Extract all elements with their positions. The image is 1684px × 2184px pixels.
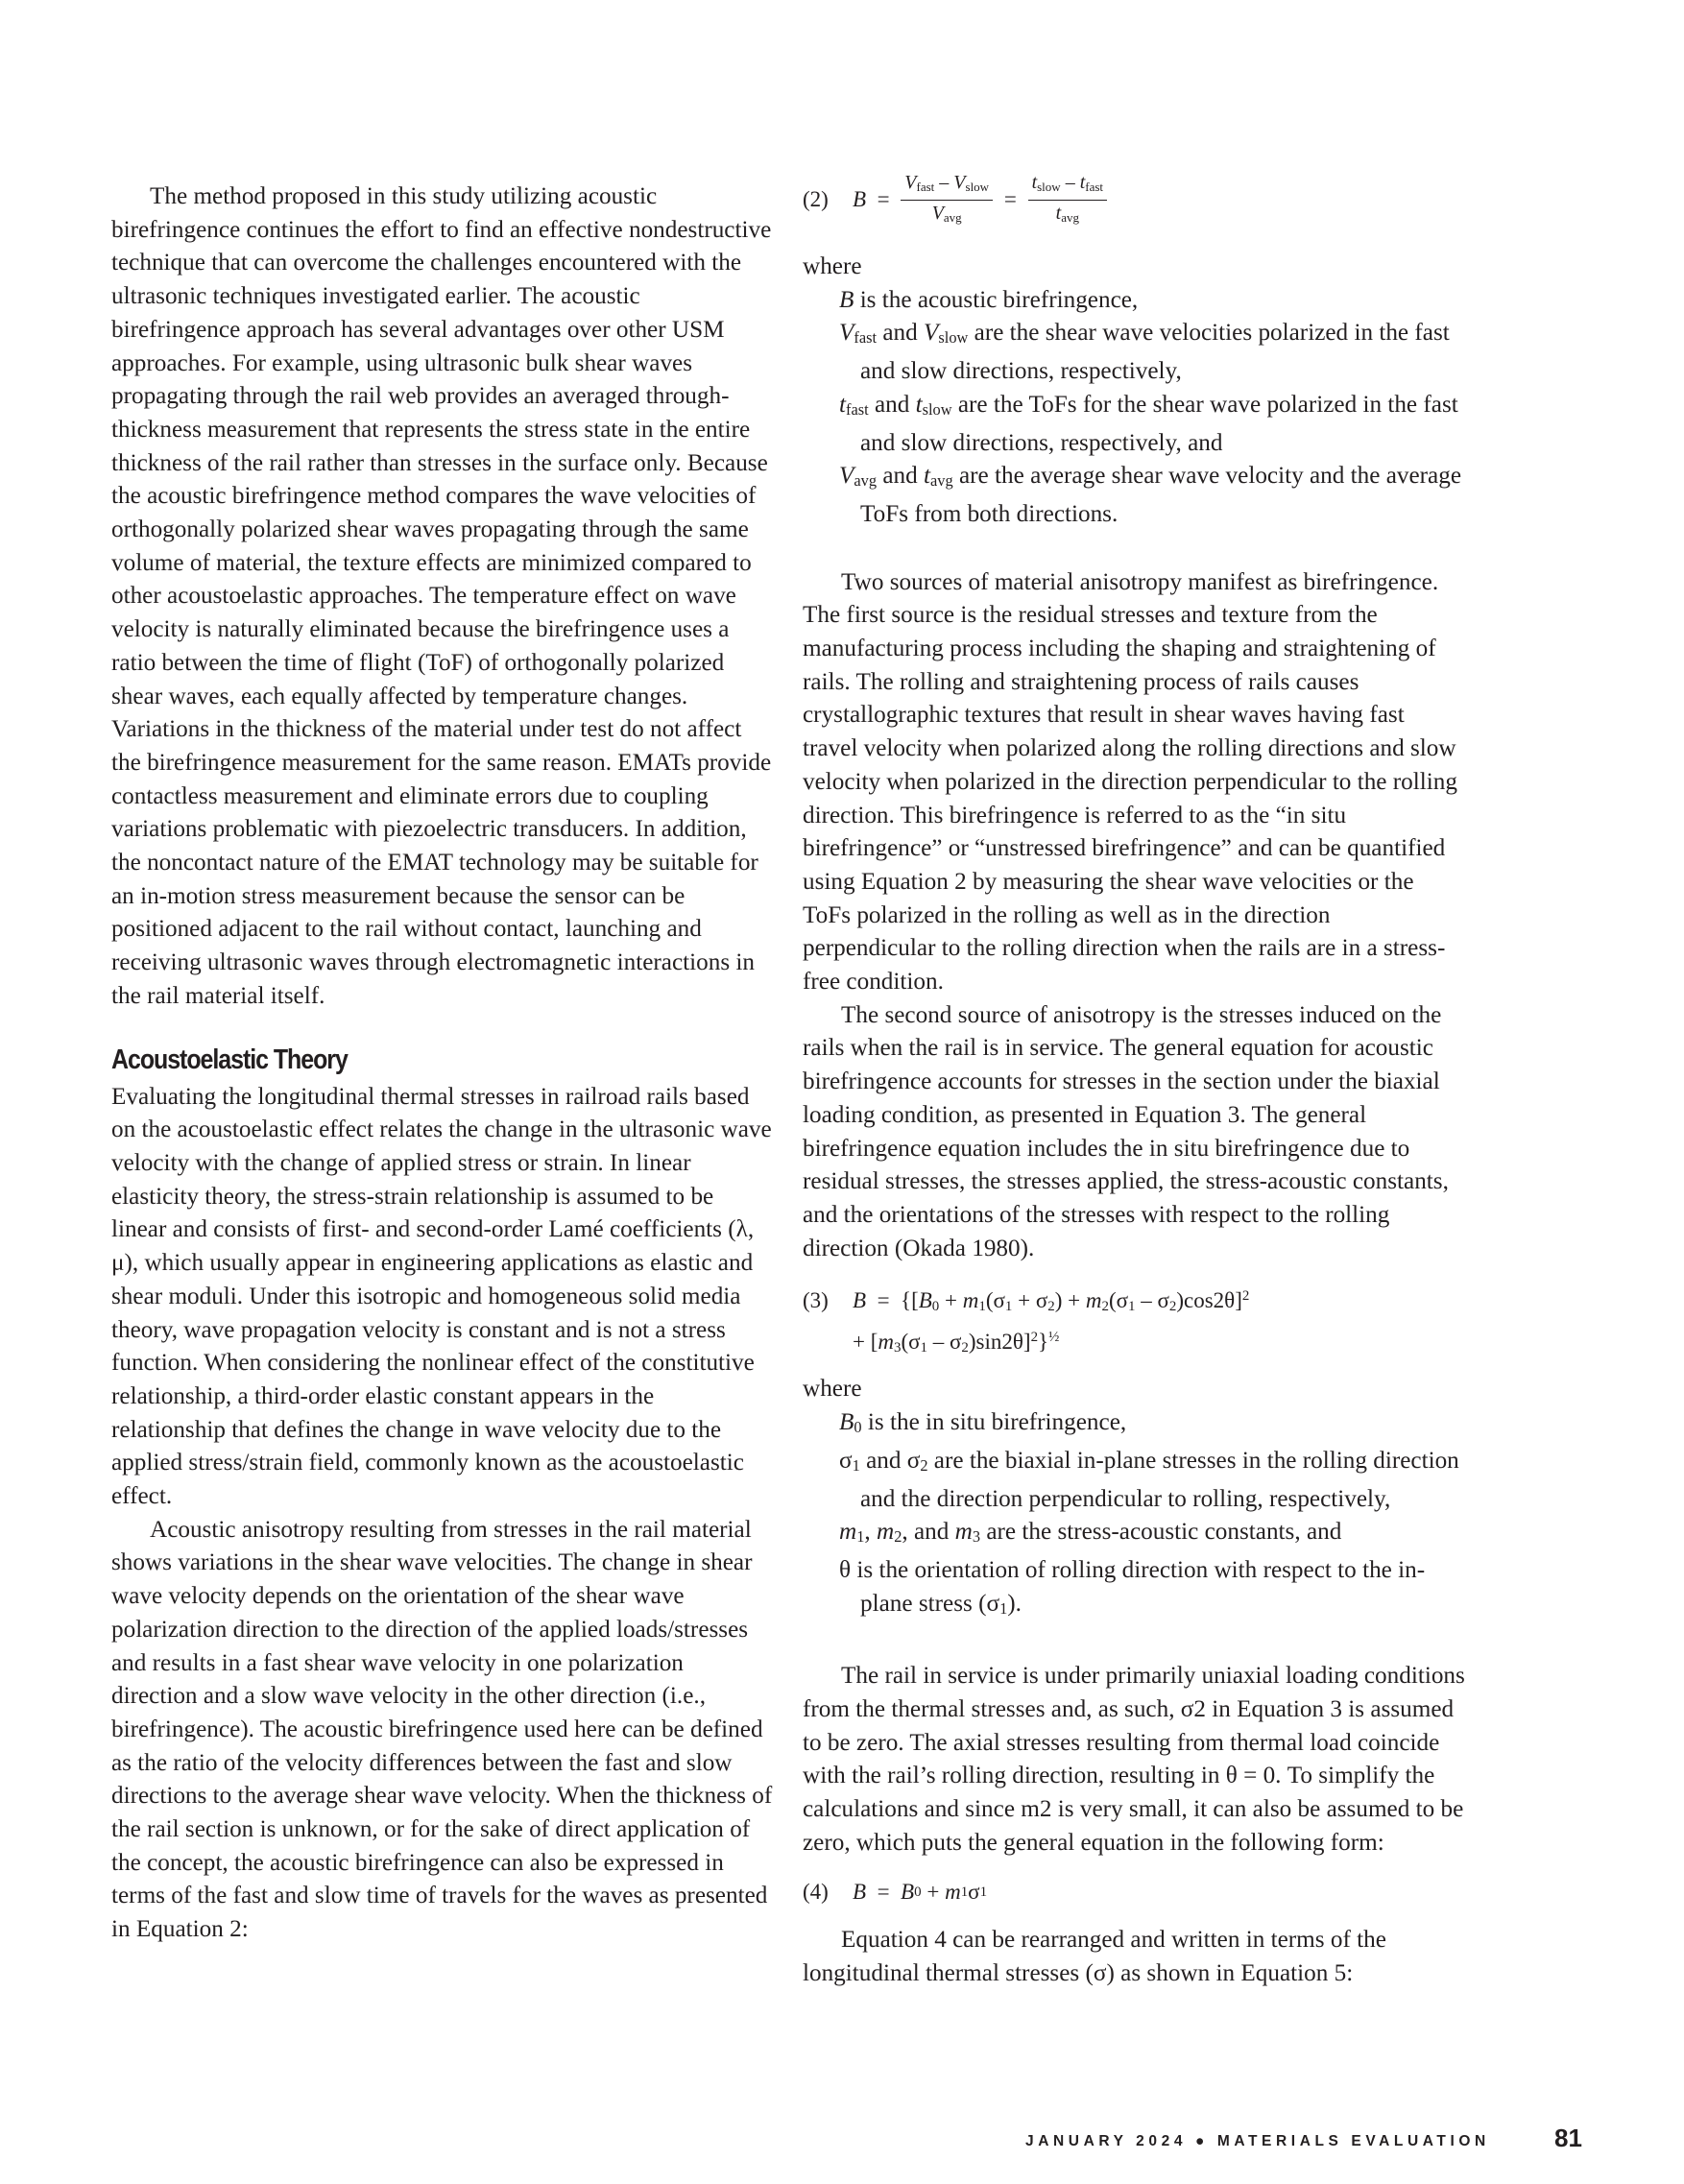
equation-2: (2) B = $\frac{V_{fast} - V_{slow}}{V_{avg}}$ = $\frac{t_{slow} - t_{fast}}{t_{avg}}$ xyxy=(803,171,1465,229)
where-label: where xyxy=(803,253,862,279)
equation-4: (4) B = B 0 + m 1 σ 1 xyxy=(803,1876,1465,1909)
definition-item: B is the acoustic birefringence, xyxy=(839,286,1139,313)
equation-3: (3) $B = \{[B_0 + m_1(\sigma_1 + \sigma_2) + m_2(\sigma_1 - \sigma_2)\cos 2\theta]^2$ + $[m_3(\sigma_1 - \sigma_2)\sin 2\theta]^2\}^{\frac{1}{2}}$ xyxy=(803,1281,1465,1363)
anisotropy-paragraph: Acoustic anisotropy resulting from stresses in the rail material shows variations in the shear wave velocities. The change in shear wave velocity depends on the orientation of the shear wave polarization direction to the direction of the applied loads/stresses and results in a fast shear wave velocity in one polarization direction and a slow wave velocity in the other direction (i.e., birefringence). The acoustic birefringence used here can be defined as the ratio of the velocity differences between the fast and slow directions to the average shear wave velocity. When the thickness of the rail section is unknown, or for the sake of direct application of the concept, the acoustic birefringence can also be expressed in terms of the fast and slow time of travels for the waves as presented in Equation 2: xyxy=(111,1516,773,1943)
equation-number: (3) xyxy=(803,1288,829,1313)
acoustoelastic-paragraph: Evaluating the longitudinal thermal stresses in railroad rails based on the acoustoelastic effect relates the change in the ultrasonic wave velocity with the change of applied stress or strain. In linear elasticity theory, the stress-strain relationship is assumed to be linear and consists of first- and second-order Lamé coefficients (λ, μ), which usually appear in engineering applications as elastic and shear moduli. Under this isotropic and homogeneous solid media theory, wave propagation velocity is constant and is not a stress function. When considering the nonlinear effect of the constitutive relationship, a third-order elastic constant appears in the relationship that defines the change in wave velocity due to the applied stress/strain field, commonly known as the acoustoelastic effect. xyxy=(111,1083,772,1510)
anisotropy-sources-paragraph: Two sources of material anisotropy manifest as birefringence. The first source is the residual stresses and texture from the manufacturing process including the shaping and straightening of rails. The rolling and straightening process of rails causes crystallographic textures that result in shear waves having fast travel velocity when polarized along the rolling directions and slow velocity when polarized in the direction perpendicular to the rolling direction. This birefringence is referred to as the “in situ birefringence” or “unstressed birefringence” and can be quantified using Equation 2 by measuring the shear wave velocities or the ToFs polarized in the rolling as well as in the direction perpendicular to the rolling direction when the rails are in a stress-free condition. xyxy=(803,568,1457,996)
left-column xyxy=(111,180,774,1947)
equation-2-definitions xyxy=(839,284,1465,532)
section-heading: Acoustoelastic Theory xyxy=(111,1044,348,1075)
velocity-fraction: $\frac{V_{fast} - V_{slow}}{V_{avg}}$ xyxy=(901,171,993,229)
equation-number: (2) xyxy=(803,187,829,212)
intro-paragraph: The method proposed in this study utilizing acoustic birefringence continues the effort to find an effective nondestructive technique that can overcome the challenges encountered with the ultrasonic techniques investigated earlier. The acoustic birefringence approach has several advantages over other USM approaches. For example, using ultrasonic bulk shear waves propagating through the rail web provides an averaged through-thickness measurement that represents the stress state in the entire thickness of the rail rather than stresses in the surface only. Because the acoustic birefringence method compares the wave velocities of orthogonally polarized shear waves propagating through the same volume of material, the texture effects are minimized compared to other acoustoelastic approaches. The temperature effect on wave velocity is naturally eliminated because the birefringence uses a ratio between the time of flight (ToF) of orthogonally polarized shear waves, each equally affected by temperature changes. Variations in the thickness of the material under test do not affect the birefringence measurement for the same reason. EMATs provide contactless measurement and eliminate errors due to coupling variations problematic with piezoelectric transducers. In addition, the noncontact nature of the EMAT technology may be suitable for an in-motion stress measurement because the sensor can be positioned adjacent to the rail without contact, launching and receiving ultrasonic waves through electromagnetic interactions in the rail material itself. xyxy=(111,183,772,1009)
definition-item: θ is the orientation of rolling direction with respect to the in-plane stress $(\sigma_1)$. xyxy=(839,1556,1426,1618)
page-number: 81 xyxy=(1554,2124,1582,2152)
rearrange-paragraph: Equation 4 can be rearranged and written in terms of the longitudinal thermal stresses (σ) as shown in Equation 5: xyxy=(803,1927,1386,1986)
uniaxial-paragraph: The rail in service is under primarily uniaxial loading conditions from the thermal stresses and, as such, σ2 in Equation 3 is assumed to be zero. The axial stresses resulting from thermal load coincide with the rail’s rolling direction, resulting in θ = 0. To simplify the calculations and since m2 is very small, it can also be assumed to be zero, which puts the general equation in the following form: xyxy=(803,1663,1465,1856)
equation-3-definitions xyxy=(839,1406,1465,1625)
stress-anisotropy-paragraph: The second source of anisotropy is the stresses induced on the rails when the rail is in service. The general equation for acoustic birefringence accounts for stresses in the section under the biaxial loading condition, as presented in Equation 3. The general birefringence equation includes the in situ birefringence due to residual stresses, the stresses applied, the stress-acoustic constants, and the orientations of the stresses with respect to the rolling direction (Okada 1980). xyxy=(803,1001,1449,1261)
where-label: where xyxy=(803,1376,862,1403)
tof-fraction: $\frac{t_{slow} - t_{fast}}{t_{avg}}$ xyxy=(1028,171,1107,229)
definition-item: $\sigma_1$ and $\sigma_2$ are the biaxial in-plane stresses in the rolling direction and the direction perpendicular to rolling, respectively, xyxy=(839,1447,1459,1512)
definition-item: $t_{fast}$ and $t_{slow}$ are the ToFs for the shear wave polarized in the fast and slow directions, respectively, and xyxy=(839,391,1458,456)
definition-item: $B_0$ is the in situ birefringence, xyxy=(839,1409,1127,1437)
definition-item: $m_1$, $m_2$, and $m_3$ are the stress-acoustic constants, and xyxy=(839,1519,1342,1547)
right-column xyxy=(803,171,1465,1991)
equation-number: (4) xyxy=(803,1879,829,1904)
definition-item: $V_{avg}$ and $t_{avg}$ are the average shear wave velocity and the average ToFs from both directions. xyxy=(839,463,1462,527)
running-footer: JANUARY 2024 ● MATERIALS EVALUATION xyxy=(1025,2133,1490,2149)
definition-item: $V_{fast}$ and $V_{slow}$ are the shear wave velocities polarized in the fast and slow directions, respectively, xyxy=(839,320,1450,385)
